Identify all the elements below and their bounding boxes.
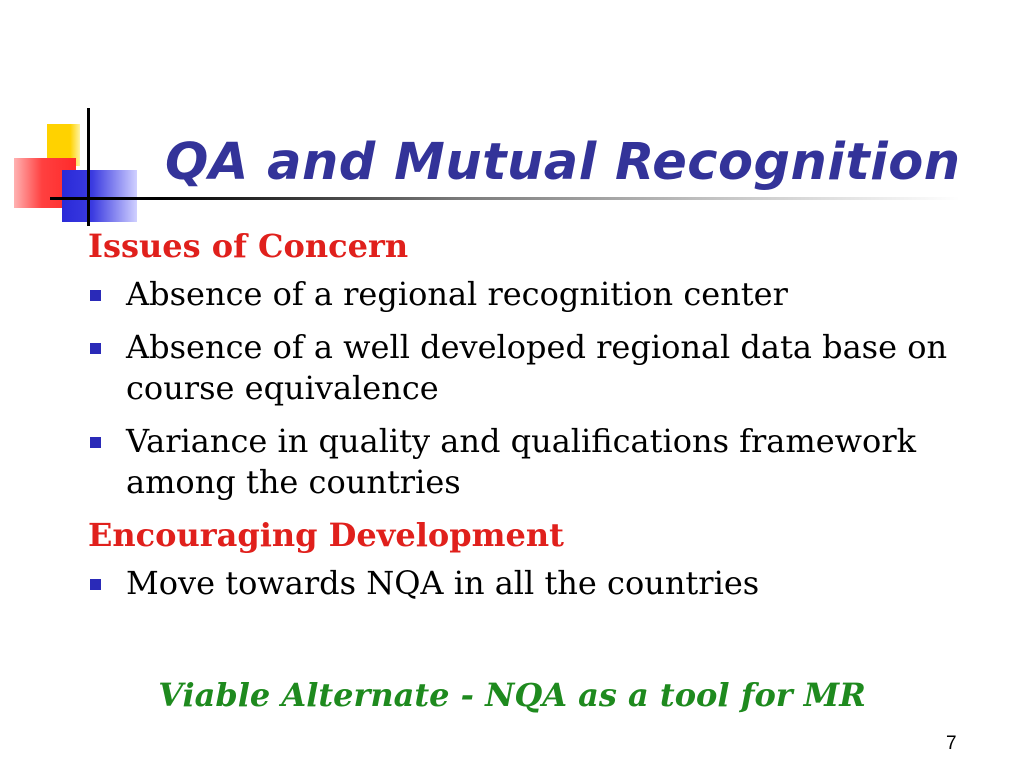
section-heading-issues: Issues of Concern — [88, 227, 409, 265]
square-bullet-icon — [90, 290, 101, 301]
square-bullet-icon — [90, 579, 101, 590]
section-heading-development: Encouraging Development — [88, 516, 564, 554]
title-underline — [50, 197, 960, 200]
list-item-text: Variance in quality and qualifications framework among the countries — [126, 422, 916, 501]
list-item — [88, 563, 968, 604]
slide-title: QA and Mutual Recognition — [165, 133, 961, 192]
list-item — [88, 274, 968, 315]
blue-square-decoration — [62, 170, 137, 222]
development-list — [88, 563, 968, 604]
list-item-text: Absence of a regional recognition center — [126, 275, 788, 313]
square-bullet-icon — [90, 343, 101, 354]
issues-list — [88, 274, 968, 503]
page-number: 7 — [946, 733, 957, 754]
vertical-line-decoration — [87, 108, 90, 226]
square-bullet-icon — [90, 437, 101, 448]
list-item-text: Absence of a well developed regional data base on course equivalence — [126, 328, 948, 407]
list-item-text: Move towards NQA in all the countries — [126, 564, 760, 602]
slide-content — [88, 226, 968, 616]
list-item — [88, 421, 968, 503]
conclusion-text: Viable Alternate - NQA as a tool for MR — [158, 676, 866, 714]
decorative-logo — [0, 0, 160, 240]
list-item — [88, 327, 968, 409]
